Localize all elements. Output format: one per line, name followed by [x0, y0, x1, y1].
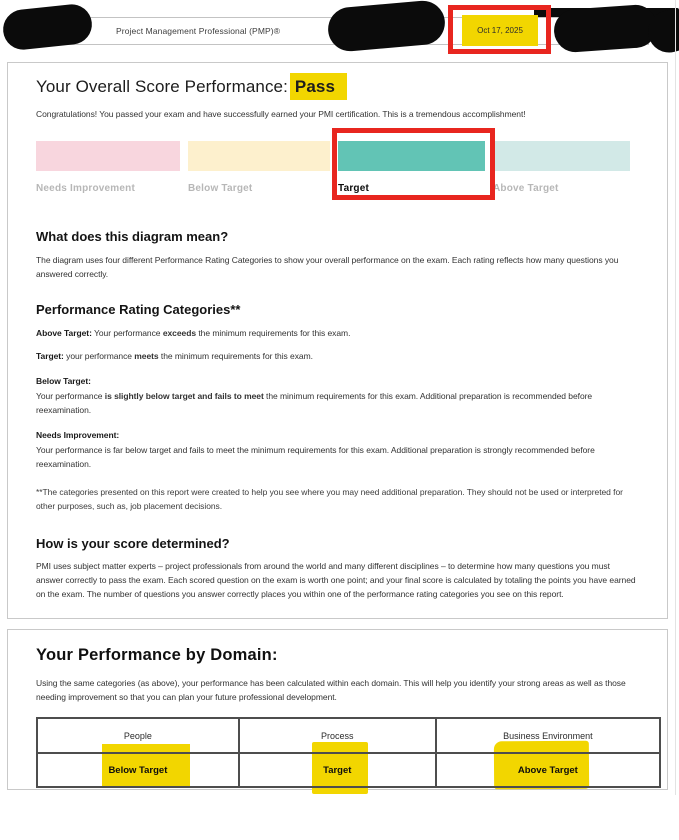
diagram-body: The diagram uses four different Performance Rating Categories to show your overall performance on the exam. Each rating reflects how many questions you answered correctly. — [36, 255, 619, 280]
domain-rating: Target — [239, 753, 436, 787]
domain-column-header: Process — [239, 718, 436, 753]
segment-label: Needs Improvement — [36, 183, 135, 195]
performance-segment — [493, 141, 630, 171]
performance-segment — [188, 141, 330, 171]
overall-score-section — [7, 62, 668, 619]
segment-label: Below Target — [188, 183, 253, 195]
score-body: PMI uses subject matter experts – project professionals from around the world and many different disciplines – to determine how many questions you must answer correctly to pass the exam. Each scored question on the exam is worth one point; and your final score is calculated by totaling the points you have earned on the exam. The number of questions you answer correctly places you within one of the performance rating categories you see on this report. — [36, 561, 636, 600]
pass-result-highlight: Pass — [290, 73, 347, 100]
page-title: Your Overall Score Performance: Pass — [36, 77, 634, 97]
score-heading: How is your score determined? — [36, 536, 230, 552]
exam-title: Project Management Professional (PMP)® — [116, 26, 281, 36]
redaction-mark — [326, 0, 446, 53]
target-annotation-box — [332, 128, 495, 200]
performance-segment — [36, 141, 180, 171]
domain-heading: Your Performance by Domain: — [36, 646, 278, 664]
segment-label: Target — [338, 183, 370, 195]
domain-column-header: People — [37, 718, 239, 753]
domain-column-header: Business Environment — [436, 718, 660, 753]
exam-date: Oct 17, 2025 — [462, 15, 538, 46]
below-target-definition: Your performance is slightly below target and fails to meet the minimum requirements for this exam. Additional preparation is recommended before reexamination. — [36, 391, 593, 416]
needs-improvement-label: Needs Improvement: — [36, 430, 120, 441]
document-edge — [675, 0, 676, 795]
date-annotation-box — [448, 5, 551, 54]
performance-rating-bar — [36, 141, 636, 194]
below-target-label: Below Target: — [36, 376, 91, 387]
target-definition: Target: your performance meets the minimum requirements for this exam. — [36, 351, 313, 362]
above-target-definition: Above Target: Your performance exceeds the minimum requirements for this exam. — [36, 328, 351, 339]
domain-rating: Above Target — [436, 753, 660, 787]
congratulations-text: Congratulations! You passed your exam and have successfully earned your PMI certification. This is a tremendous accomplishment! — [36, 109, 526, 119]
domain-intro: Using the same categories (as above), your performance has been calculated within each domain. This will help you identify your strong areas as well as those needing improvement so that you can plan your future professional development. — [36, 678, 626, 703]
needs-improvement-definition: Your performance is far below target and fails to meet the minimum requirements for this exam. Additional preparation is strongly recommended before reexamination. — [36, 445, 595, 470]
redaction-mark — [553, 3, 659, 53]
categories-heading: Performance Rating Categories** — [36, 302, 241, 318]
segment-label: Above Target — [493, 183, 559, 195]
categories-footnote: **The categories presented on this report were created to help you see where you may need additional preparation. They should not be used or interpreted for other purposes, such as, job placement decisions. — [36, 487, 623, 512]
domain-table — [36, 717, 661, 788]
domain-performance-section — [7, 629, 668, 790]
domain-rating: Below Target — [37, 753, 239, 787]
diagram-heading: What does this diagram mean? — [36, 229, 229, 245]
